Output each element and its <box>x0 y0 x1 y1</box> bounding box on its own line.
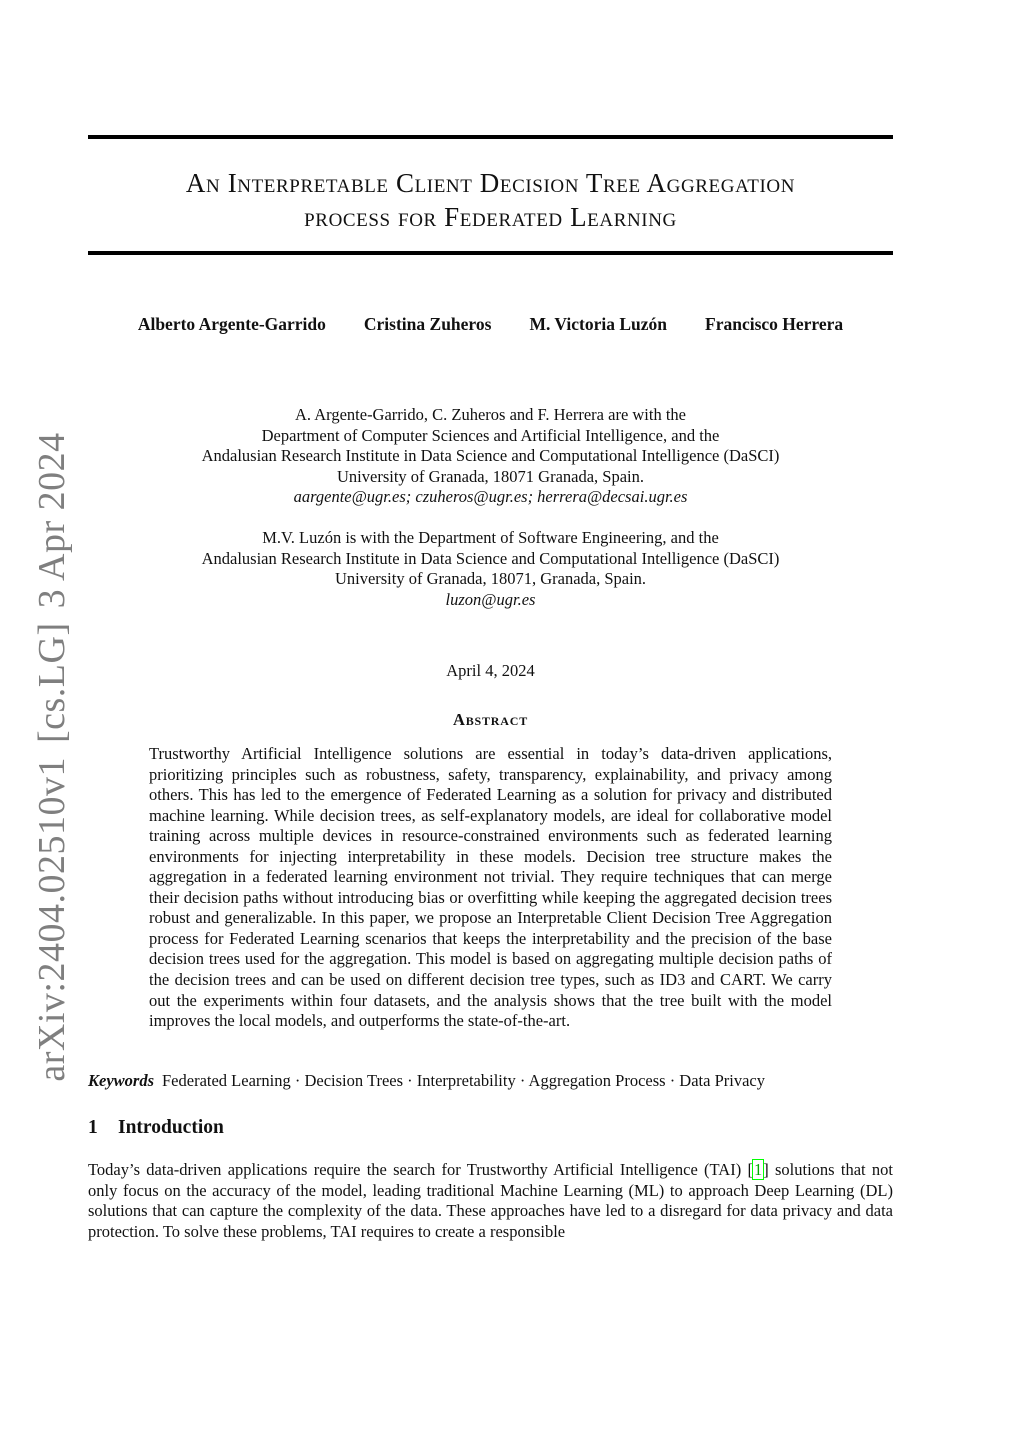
keywords-list: Federated Learning · Decision Trees · Interpretability · Aggregation Process · Data Privacy <box>162 1071 765 1090</box>
affiliation-line: Andalusian Research Institute in Data Science and Computational Intelligence (DaSCI) <box>201 446 780 465</box>
affiliation-line: Department of Computer Sciences and Artificial Intelligence, and the <box>261 425 720 445</box>
affiliation-block-2 <box>88 528 893 610</box>
paper-title <box>88 166 893 234</box>
citation-link[interactable]: 1 <box>753 1160 763 1179</box>
affiliation-line: Andalusian Research Institute in Data Science and Computational Intelligence (DaSCI) <box>201 548 780 568</box>
keywords-label: Keywords <box>88 1071 154 1090</box>
section-number: 1 <box>88 1117 98 1138</box>
arxiv-date: 3 Apr 2024 <box>31 432 73 609</box>
arxiv-id: arXiv:2404.02510v1 <box>31 757 73 1082</box>
affiliation-block-1 <box>88 405 893 508</box>
keywords-line <box>88 1071 893 1091</box>
affiliation-line: A. Argente-Garrido, C. Zuheros and F. Herrera are with the <box>294 405 687 424</box>
intro-text-part-1: Today’s data-driven applications require the search for Trustworthy Artificial Intelligence (TAI) [ <box>88 1160 753 1179</box>
author-name: Francisco Herrera <box>705 314 844 334</box>
affiliation-email[interactable]: luzon@ugr.es <box>445 589 536 609</box>
section-heading-introduction <box>88 1117 224 1139</box>
author-name: Cristina Zuheros <box>363 314 492 334</box>
title-top-rule <box>88 135 893 139</box>
affiliation-line: University of Granada, 18071 Granada, Spain. <box>337 466 644 486</box>
abstract-heading: Abstract <box>453 710 528 729</box>
title-bottom-rule <box>88 251 893 255</box>
arxiv-category: [cs.LG] <box>31 622 73 744</box>
title-line-2: process for Federated Learning <box>304 202 677 232</box>
introduction-paragraph <box>88 1160 893 1242</box>
affiliation-line: M.V. Luzón is with the Department of Software Engineering, and the <box>262 528 719 547</box>
title-line-1: An Interpretable Client Decision Tree Aggregation <box>185 168 796 198</box>
author-name: Alberto Argente-Garrido <box>137 314 326 334</box>
affiliation-email[interactable]: aargente@ugr.es; czuheros@ugr.es; herrera@decsai.ugr.es <box>293 487 688 506</box>
section-title: Introduction <box>118 1117 224 1138</box>
author-name: M. Victoria Luzón <box>529 314 668 334</box>
intro-text-part-2: ] solutions that not only focus on the accuracy of the model, leading traditional Machine Learning (ML) to approach Deep Learning (DL) solutions that can capture the complexity of the data. These approaches have led to a disregard for data privacy and data protection. To solve these problems, TAI requires to create a responsible <box>88 1160 893 1241</box>
abstract-body: Trustworthy Artificial Intelligence solutions are essential in today’s data-driven applications, prioritizing principles such as robustness, safety, transparency, explainability, and privacy among others. This has led to the emergence of Federated Learning as a solution for privacy and distributed machine learning. While decision trees, as self-explanatory models, are ideal for collaborative model training across multiple devices in resource-constrained environments such as federated learning environments for injecting interpretability in these models. Decision tree structure makes the aggregation in a federated learning environment not trivial. They require techniques that can merge their decision paths without introducing bias or overfitting while keeping the aggregated decision trees robust and generalizable. In this paper, we propose an Interpretable Client Decision Tree Aggregation process for Federated Learning scenarios that keeps the interpretability and the precision of the base decision trees used for the aggregation. This model is based on aggregating multiple decision paths of the decision trees and can be used on different decision tree types, such as ID3 and CART. We carry out the experiments within four datasets, and the analysis shows that the tree built with the model improves the local models, and outperforms the state-of-the-art. <box>149 744 832 1031</box>
author-list <box>88 314 893 335</box>
paper-date: April 4, 2024 <box>446 661 535 680</box>
affiliation-line: University of Granada, 18071, Granada, Spain. <box>334 569 647 588</box>
arxiv-identifier-stamp <box>30 418 74 1081</box>
